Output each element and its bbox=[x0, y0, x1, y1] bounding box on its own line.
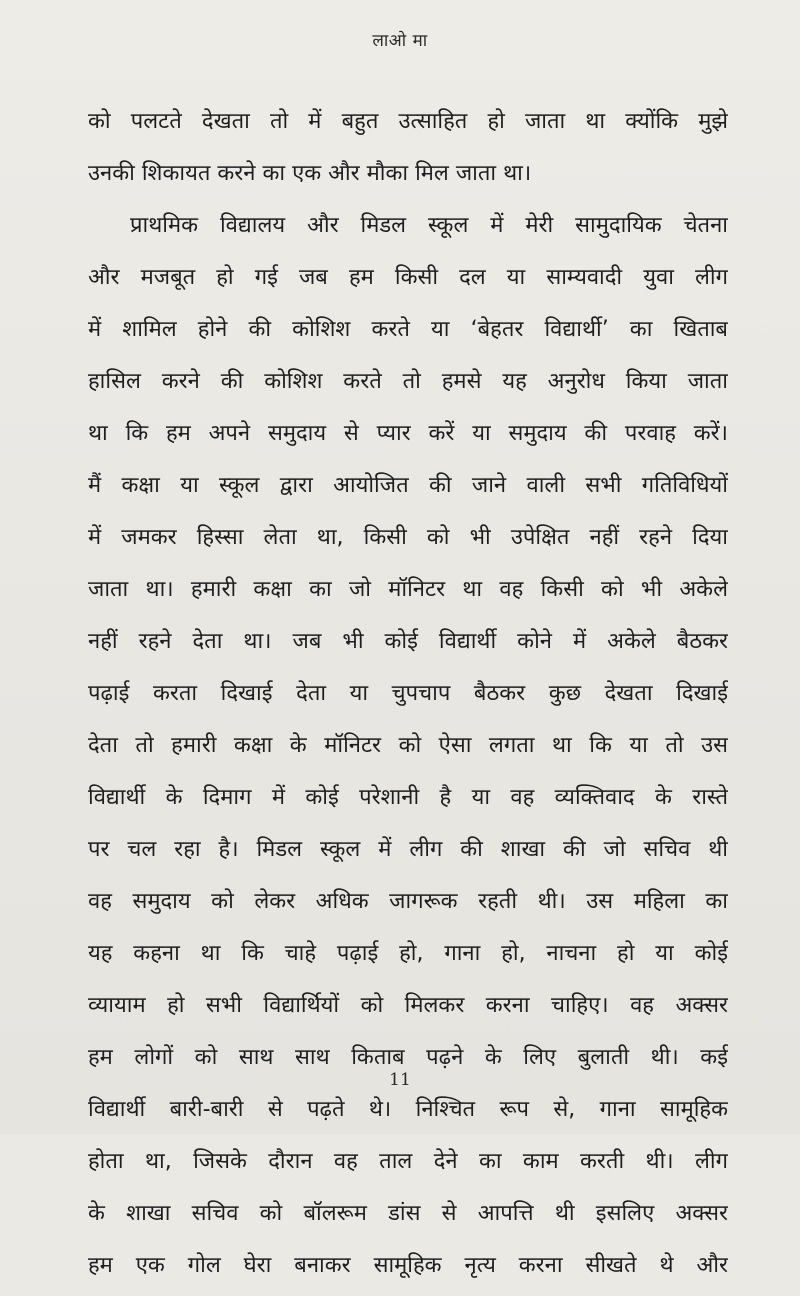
body-text bbox=[88, 100, 728, 1296]
text-line: प्राथमिक विद्यालय और मिडल स्कूल में मेरी सामुदायिक चेतना bbox=[130, 213, 728, 238]
text-line: यह कहना था कि चाहे पढ़ाई हो, गाना हो, नाचना हो या कोई bbox=[88, 941, 728, 966]
text-line: विद्यार्थी के दिमाग में कोई परेशानी है या वह व्यक्तिवाद के रास्ते bbox=[88, 785, 728, 810]
text-line: हासिल करने की कोशिश करते तो हमसे यह अनुरोध किया जाता bbox=[88, 369, 728, 394]
text-line: जाता था। हमारी कक्षा का जो मॉनिटर था वह किसी को भी अकेले bbox=[88, 577, 728, 602]
text-line: पढ़ाई करता दिखाई देता या चुपचाप बैठकर कुछ देखता दिखाई bbox=[88, 681, 728, 706]
text-line: को पलटते देखता तो में बहुत उत्साहित हो जाता था क्योंकि मुझे bbox=[88, 109, 728, 134]
text-line: के शाखा सचिव को बॉलरूम डांस से आपत्ति थी इसलिए अक्सर bbox=[88, 1201, 728, 1226]
text-line: हम लोगों को साथ साथ किताब पढ़ने के लिए बुलाती थी। कई bbox=[88, 1045, 728, 1070]
text-line: में जमकर हिस्सा लेता था, किसी को भी उपेक्षित नहीं रहने दिया bbox=[88, 525, 728, 550]
text-line: वह समुदाय को लेकर अधिक जागरूक रहती थी। उस महिला का bbox=[88, 889, 728, 914]
text-line: पर चल रहा है। मिडल स्कूल में लीग की शाखा की जो सचिव थी bbox=[88, 837, 728, 862]
text-line: में शामिल होने की कोशिश करते या ‘बेहतर विद्यार्थी’ का खिताब bbox=[88, 317, 728, 342]
page-number: 11 bbox=[389, 1070, 411, 1090]
text-line: था कि हम अपने समुदाय से प्यार करें या समुदाय की परवाह करें। bbox=[88, 421, 728, 446]
text-line: विद्यार्थी बारी-बारी से पढ़ते थे। निश्चित रूप से, गाना सामूहिक bbox=[88, 1097, 728, 1122]
text-line: देता तो हमारी कक्षा के मॉनिटर को ऐसा लगता था कि या तो उस bbox=[88, 733, 728, 758]
running-title: लाओ मा bbox=[372, 31, 428, 51]
text-line: हम एक गोल घेरा बनाकर सामूहिक नृत्य करना सीखते थे और bbox=[88, 1253, 728, 1278]
text-line: उनकी शिकायत करने का एक और मौका मिल जाता था। bbox=[88, 161, 532, 186]
text-line: व्यायाम हो सभी विद्यार्थियों को मिलकर करना चाहिए। वह अक्सर bbox=[88, 993, 728, 1018]
text-line: और मजबूत हो गई जब हम किसी दल या साम्यवादी युवा लीग bbox=[88, 265, 728, 290]
text-line: होता था, जिसके दौरान वह ताल देने का काम करती थी। लीग bbox=[88, 1149, 728, 1174]
text-line: मैं कक्षा या स्कूल द्वारा आयोजित की जाने वाली सभी गतिविधियों bbox=[88, 473, 728, 498]
text-line: नहीं रहने देता था। जब भी कोई विद्यार्थी कोने में अकेले बैठकर bbox=[88, 629, 728, 654]
